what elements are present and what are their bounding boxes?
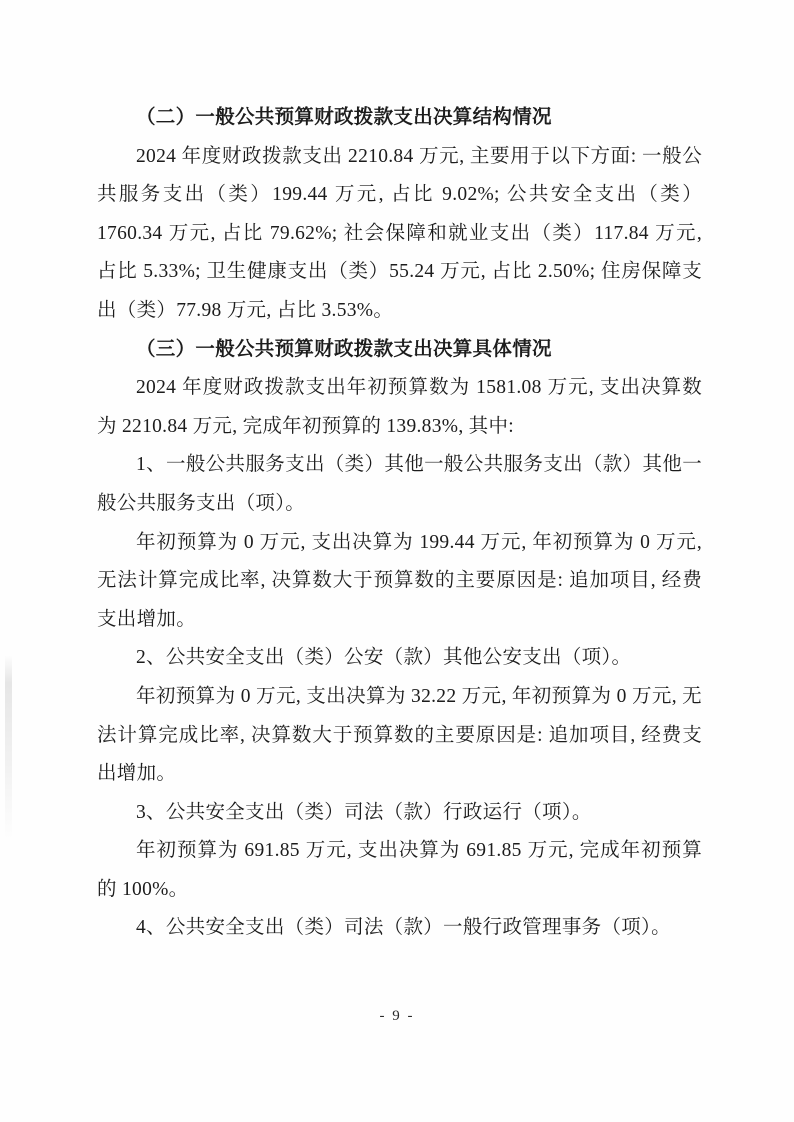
paragraph-item-2-detail: 年初预算为 0 万元, 支出决算为 32.22 万元, 年初预算为 0 万元, 无法计算完成比率, 决算数大于预算数的主要原因是: 追加项目, 经费支出增加。 <box>97 685 702 785</box>
paragraph-item-1-title: 1、一般公共服务支出（类）其他一般公共服务支出（款）其他一般公共服务支出（项）。 <box>97 454 702 514</box>
paragraph-item-3-title: 3、公共安全支出（类）司法（款）行政运行（项）。 <box>136 801 592 823</box>
paragraph-overview: 2024 年度财政拨款支出年初预算数为 1581.08 万元, 支出决算数为 2210.84 万元, 完成年初预算的 139.83%, 其中: <box>97 377 702 437</box>
paragraph-item-4-title: 4、公共安全支出（类）司法（款）一般行政管理事务（项）。 <box>136 917 671 939</box>
paragraph-structure: 2024 年度财政拨款支出 2210.84 万元, 主要用于以下方面: 一般公共服务支出（类）199.44 万元, 占比 9.02%; 公共安全支出（类）1760.34 万元, 占比 79.62%; 社会保障和就业支出（类）117.84 万元, 占比 5.33%; 卫生健康支出（类）55.24 万元, 占比 2.50%; 住房保障支出（类）77.98 万元, 占比 3.53%。 <box>97 145 702 321</box>
section-heading-2: （二）一般公共预算财政拨款支出决算结构情况 <box>136 107 552 128</box>
paragraph-item-1-detail: 年初预算为 0 万元, 支出决算为 199.44 万元, 年初预算为 0 万元, 无法计算完成比率, 决算数大于预算数的主要原因是: 追加项目, 经费支出增加。 <box>97 531 702 630</box>
document-body <box>97 99 702 948</box>
page-number: - 9 - <box>379 1008 415 1024</box>
section-heading-3: （三）一般公共预算财政拨款支出决算具体情况 <box>136 338 552 360</box>
scan-artifact <box>5 655 12 840</box>
paragraph-item-2-title: 2、公共安全支出（类）公安（款）其他公安支出（项）。 <box>136 647 632 669</box>
paragraph-item-3-detail: 年初预算为 691.85 万元, 支出决算为 691.85 万元, 完成年初预算的 100%。 <box>97 840 702 900</box>
